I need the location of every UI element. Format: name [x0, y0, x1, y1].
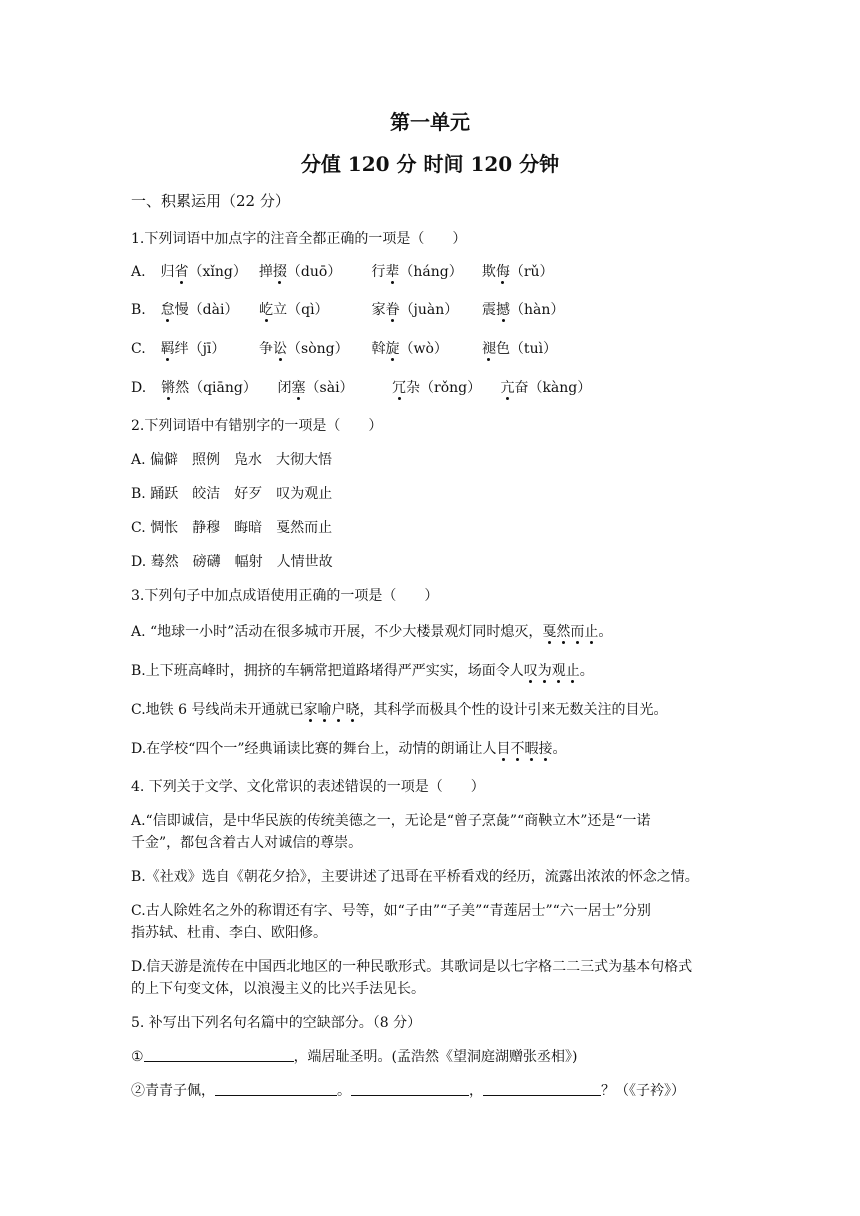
q4-option-a-line1: A.“信即诚信，是中华民族的传统美德之一，无论是“曾子烹彘”“商鞅立木”还是“一诺 — [131, 813, 651, 829]
dotted-idiom: 叹为观止 — [523, 663, 580, 679]
q3-option-a: A. “地球一小时”活动在很多城市开展，不少大楼景观灯同时熄灭，戛然而止。 — [131, 624, 613, 640]
pinyin-item: 怠慢（dài） — [160, 302, 239, 318]
section-heading: 一、积累运用（22 分） — [131, 192, 290, 210]
dotted-idiom: 戛然而止 — [542, 624, 599, 640]
pinyin-item: 屹立（qì） — [259, 302, 329, 318]
dotted-idiom: 家喻户晓 — [303, 702, 360, 718]
q3-option-d: D.在学校“四个一”经典诵读比赛的舞台上，动情的朗诵让人目不暇接。 — [131, 741, 567, 757]
q2-option-b: B. 踊跃 皎洁 好歹 叹为观止 — [131, 486, 333, 502]
q1-option-a — [131, 261, 731, 283]
q1-option-d — [131, 377, 731, 399]
score-time-subtitle: 分值 120 分 时间 120 分钟 — [300, 152, 560, 176]
option-label: B. — [131, 302, 146, 318]
q5-item-2: ②青青子佩， 。 ， ？（《子衿》） — [131, 1083, 685, 1099]
pinyin-item: 羁绊（jī） — [160, 341, 226, 357]
option-label: A. — [131, 264, 146, 280]
q3-option-c: C.地铁 6 号线尚未开通就已家喻户晓，其科学而极具个性的设计引来无数关注的目光。 — [131, 702, 668, 718]
pinyin-item: 褪色（tuì） — [481, 341, 558, 357]
pinyin-item: 家眷（juàn） — [371, 302, 459, 318]
pinyin-item: 闭塞（sài） — [277, 380, 354, 396]
dotted-idiom: 目不暇接 — [496, 741, 553, 757]
pinyin-item: 归省（xǐng） — [160, 264, 247, 280]
q1-stem: 1.下列词语中加点字的注音全都正确的一项是（ ） — [131, 231, 467, 247]
q4-option-c-line1: C.古人除姓名之外的称谓还有字、号等，如“子由”“子美”“青莲居士”“六一居士”分别 — [131, 903, 651, 919]
pinyin-item: 冗杂（rǒng） — [392, 380, 482, 396]
q4-option-a-line2: 千金”，都包含着古人对诚信的尊崇。 — [131, 835, 363, 851]
answer-blank[interactable] — [351, 1081, 469, 1096]
answer-blank[interactable] — [483, 1081, 601, 1096]
q2-stem: 2.下列词语中有错别字的一项是（ ） — [131, 418, 383, 434]
q5-stem: 5. 补写出下列名句名篇中的空缺部分。（8 分） — [131, 1015, 422, 1031]
pinyin-item: 掸掇（duō） — [258, 264, 342, 280]
q4-stem: 4. 下列关于文学、文化常识的表述错误的一项是（ ） — [131, 779, 485, 795]
q4-option-d-line1: D.信天游是流传在中国西北地区的一种民歌形式。其歌词是以七字格二二三式为基本句格式 — [131, 959, 693, 975]
option-label: C. — [131, 341, 146, 357]
answer-blank[interactable] — [215, 1081, 337, 1096]
q1-option-c — [131, 338, 731, 360]
q3-stem: 3.下列句子中加点成语使用正确的一项是（ ） — [131, 588, 439, 604]
q1-option-b — [131, 299, 731, 321]
q4-option-c-line2: 指苏轼、杜甫、李白、欧阳修。 — [131, 925, 327, 941]
pinyin-item: 锵然（qiāng） — [161, 380, 257, 396]
q3-option-b: B.上下班高峰时，拥挤的车辆常把道路堵得严严实实，场面令人叹为观止。 — [131, 663, 594, 679]
q4-option-d-line2: 的上下句变文体，以浪漫主义的比兴手法见长。 — [131, 981, 425, 997]
q2-option-a: A. 偏僻 照例 凫水 大彻大悟 — [131, 452, 333, 468]
pinyin-item: 欺侮（rǔ） — [481, 264, 554, 280]
pinyin-item: 争讼（sòng） — [259, 341, 349, 357]
pinyin-item: 震撼（hàn） — [482, 302, 565, 318]
option-label: D. — [131, 380, 147, 396]
pinyin-item: 行辈（háng） — [371, 264, 463, 280]
answer-blank[interactable] — [144, 1047, 294, 1062]
q2-option-d: D. 蓦然 磅礴 幅射 人情世故 — [131, 554, 333, 570]
q5-item-1: ① ，端居耻圣明。(孟浩然《望洞庭湖赠张丞相》) — [131, 1049, 578, 1065]
pinyin-item: 亢奋（kàng） — [500, 380, 592, 396]
unit-title: 第一单元 — [390, 110, 470, 134]
q4-option-b: B.《社戏》选自《朝花夕拾》，主要讲述了迅哥在平桥看戏的经历，流露出浓浓的怀念之情。 — [131, 869, 699, 885]
pinyin-item: 斡旋（wò） — [371, 341, 448, 357]
q2-option-c: C. 惆怅 静穆 晦暗 戛然而止 — [131, 520, 333, 536]
